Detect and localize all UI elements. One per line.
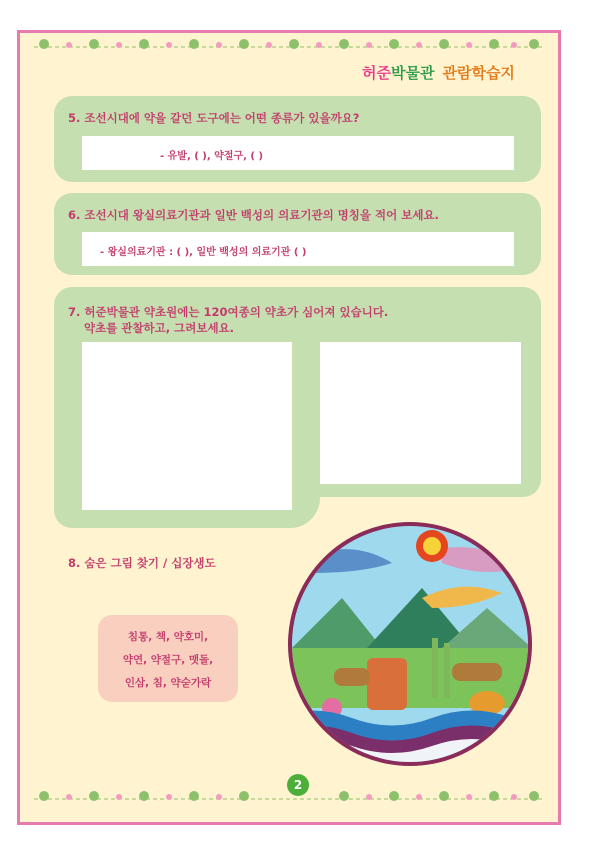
- question-7-text-line2: 약초를 관찰하고, 그려보세요.: [84, 321, 235, 335]
- question-7-text-line1: 7. 허준박물관 약초원에는 120여종의 약초가 심어져 있습니다.: [68, 305, 389, 319]
- question-5-text: 5. 조선시대에 약을 갈던 도구에는 어떤 종류가 있을까요?: [68, 111, 360, 125]
- sipjangsaeng-illustration: [272, 518, 548, 770]
- title-part-3: 관람학습지: [442, 64, 515, 82]
- hidden-words-line-3: 인삼, 침, 약숟가락: [124, 677, 212, 689]
- question-5-answer-line: - 유발, ( ), 약절구, ( ): [160, 151, 264, 162]
- question-6-answer-line: - 왕실의료기관 : ( ), 일반 백성의 의료기관 ( ): [100, 247, 307, 258]
- question-6-text: 6. 조선시대 왕실의료기관과 일반 백성의 의료기관의 명칭을 적어 보세요.: [68, 208, 439, 222]
- question-5-answer-box[interactable]: [82, 136, 514, 170]
- drawing-box-left[interactable]: [82, 342, 292, 510]
- hidden-words-line-1: 침통, 책, 약호미,: [127, 631, 209, 643]
- flower-border-bottom: [34, 788, 544, 806]
- flower-border-top: [34, 36, 544, 54]
- title-part-1: 허준: [362, 64, 391, 82]
- title-part-2: 박물관: [390, 64, 435, 82]
- hidden-words-line-2: 약연, 약절구, 맷돌,: [122, 654, 214, 666]
- drawing-box-right[interactable]: [320, 342, 521, 484]
- page-title: [362, 62, 515, 83]
- page-number: 2: [287, 774, 309, 796]
- question-8-text: 8. 숨은 그림 찾기 / 십장생도: [68, 556, 216, 570]
- hidden-words-box: [98, 615, 238, 702]
